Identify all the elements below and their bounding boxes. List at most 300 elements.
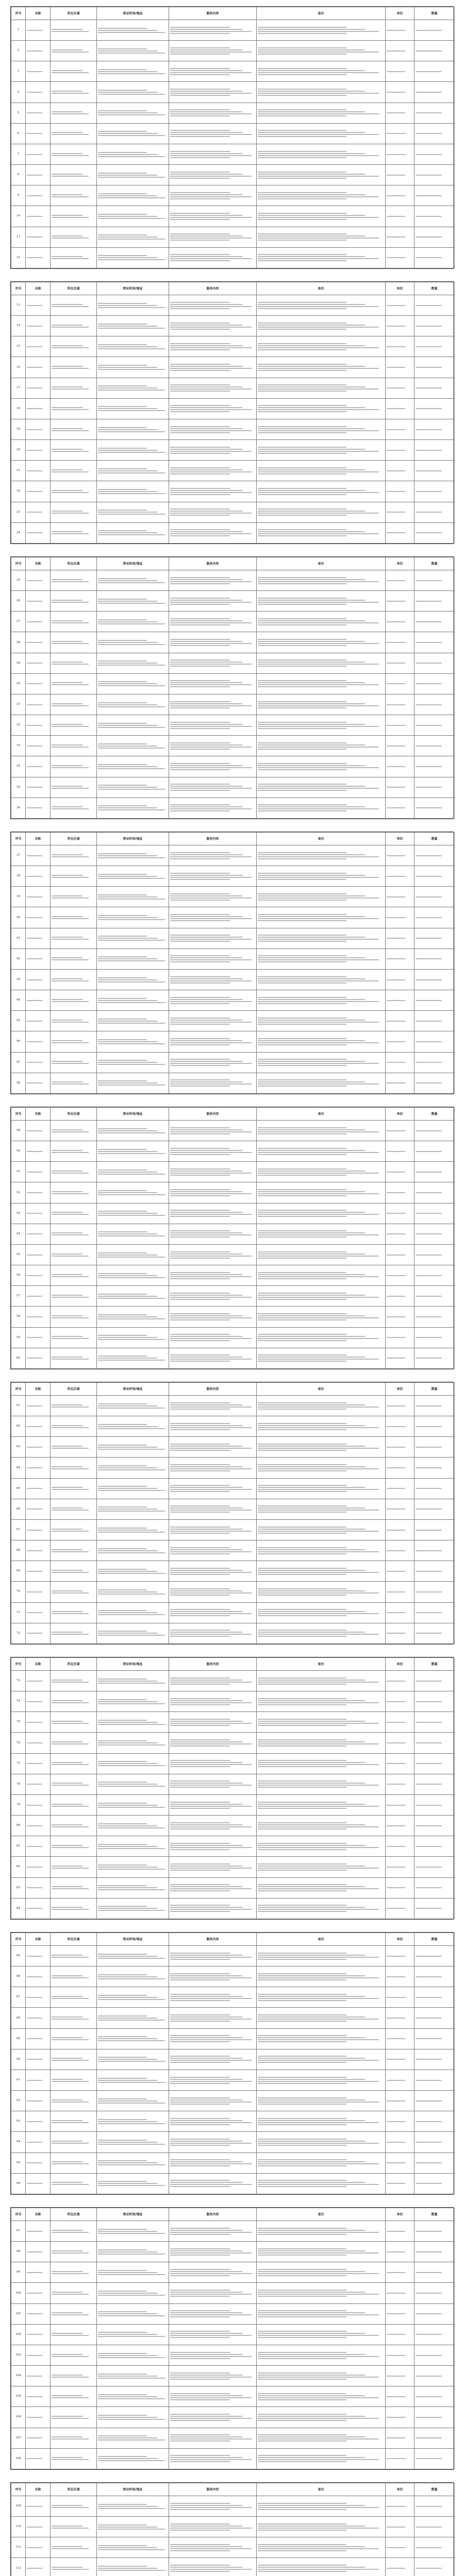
text-cell	[51, 144, 97, 164]
row-number: 30	[11, 673, 26, 694]
text-cell	[51, 1967, 97, 1987]
text-cell	[97, 1073, 169, 1093]
text-cell	[97, 103, 169, 123]
table-row	[11, 1561, 455, 1582]
text-cell	[169, 1182, 257, 1203]
text-cell	[257, 2153, 386, 2173]
text-cell	[97, 1602, 169, 1623]
text-cell	[97, 144, 169, 164]
row-number: 5	[11, 103, 26, 123]
column-header: 名称	[26, 2208, 51, 2221]
text-cell	[51, 845, 97, 866]
column-header: 数量	[415, 282, 455, 295]
text-cell	[97, 1224, 169, 1244]
text-cell	[51, 653, 97, 673]
table-row	[11, 316, 455, 336]
unit-cell	[386, 1286, 415, 1307]
column-header: 数量	[415, 1383, 455, 1396]
text-cell	[169, 1733, 257, 1753]
text-cell	[97, 2091, 169, 2111]
text-cell	[169, 2070, 257, 2090]
data-table	[11, 2208, 455, 2469]
column-header: 营业时间/地址	[97, 1658, 169, 1671]
text-cell	[26, 1348, 51, 1368]
text-cell	[169, 398, 257, 419]
table-row	[11, 227, 455, 247]
row-number: 53	[11, 1203, 26, 1224]
text-cell	[51, 2173, 97, 2194]
count-cell	[415, 440, 455, 461]
text-cell	[51, 2132, 97, 2153]
unit-cell	[386, 1244, 415, 1265]
column-header: 服务内容	[169, 1933, 257, 1946]
row-number: 21	[11, 461, 26, 481]
text-cell	[97, 1396, 169, 1416]
row-number: 99	[11, 2262, 26, 2283]
text-cell	[97, 948, 169, 969]
count-cell	[415, 1265, 455, 1286]
text-cell	[257, 990, 386, 1011]
text-cell	[51, 1416, 97, 1437]
text-cell	[26, 20, 51, 41]
row-number: 106	[11, 2407, 26, 2428]
text-cell	[169, 694, 257, 715]
row-number: 14	[11, 316, 26, 336]
text-cell	[51, 1582, 97, 1602]
row-number: 11	[11, 227, 26, 247]
column-header: 备注	[257, 282, 386, 295]
table-row	[11, 2537, 455, 2558]
text-cell	[97, 20, 169, 41]
row-number: 67	[11, 1519, 26, 1540]
unit-cell	[386, 206, 415, 227]
text-cell	[257, 798, 386, 818]
text-cell	[97, 570, 169, 591]
text-cell	[257, 2345, 386, 2365]
count-cell	[415, 2324, 455, 2345]
column-header: 单位	[386, 282, 415, 295]
text-cell	[97, 591, 169, 612]
text-cell	[169, 1540, 257, 1561]
text-cell	[97, 632, 169, 653]
table-row	[11, 1987, 455, 2008]
text-cell	[51, 1836, 97, 1857]
table-row	[11, 907, 455, 928]
count-cell	[415, 948, 455, 969]
text-cell	[26, 1774, 51, 1794]
text-cell	[51, 1898, 97, 1919]
text-cell	[26, 777, 51, 798]
row-number: 10	[11, 206, 26, 227]
row-number: 27	[11, 612, 26, 632]
text-cell	[26, 2262, 51, 2283]
text-cell	[97, 1540, 169, 1561]
text-cell	[51, 357, 97, 378]
text-cell	[169, 1348, 257, 1368]
count-cell	[415, 1774, 455, 1794]
text-cell	[169, 1052, 257, 1073]
row-number: 62	[11, 1416, 26, 1437]
text-cell	[51, 591, 97, 612]
text-cell	[97, 2324, 169, 2345]
text-cell	[51, 1499, 97, 1519]
text-cell	[257, 2221, 386, 2242]
text-cell	[51, 1816, 97, 1836]
text-cell	[97, 1265, 169, 1286]
text-cell	[257, 1816, 386, 1836]
table-row	[11, 2283, 455, 2303]
data-table	[11, 7, 455, 268]
text-cell	[169, 2537, 257, 2558]
text-cell	[257, 1836, 386, 1857]
table-row	[11, 398, 455, 419]
column-header: 序号	[11, 282, 26, 295]
column-header: 数量	[415, 7, 455, 20]
column-header: 营业时间/地址	[97, 833, 169, 845]
text-cell	[26, 1712, 51, 1733]
text-cell	[26, 1265, 51, 1286]
text-cell	[26, 378, 51, 398]
row-number: 107	[11, 2428, 26, 2448]
table-row	[11, 2558, 455, 2576]
unit-cell	[386, 1519, 415, 1540]
unit-cell	[386, 185, 415, 206]
text-cell	[97, 398, 169, 419]
unit-cell	[386, 1967, 415, 1987]
count-cell	[415, 378, 455, 398]
row-number: 111	[11, 2537, 26, 2558]
text-cell	[97, 1478, 169, 1499]
unit-cell	[386, 336, 415, 357]
text-cell	[169, 736, 257, 756]
count-cell	[415, 1162, 455, 1182]
text-cell	[257, 1519, 386, 1540]
text-cell	[51, 440, 97, 461]
data-table	[11, 1657, 455, 1919]
text-cell	[26, 461, 51, 481]
text-cell	[169, 1011, 257, 1031]
text-cell	[257, 502, 386, 522]
text-cell	[257, 866, 386, 887]
text-cell	[97, 2173, 169, 2194]
text-cell	[51, 1691, 97, 1712]
text-cell	[97, 1031, 169, 1052]
column-header: 服务内容	[169, 2208, 257, 2221]
unit-cell	[386, 1623, 415, 1643]
text-cell	[169, 1265, 257, 1286]
text-cell	[257, 736, 386, 756]
text-cell	[51, 20, 97, 41]
text-cell	[26, 1286, 51, 1307]
text-cell	[169, 522, 257, 543]
text-cell	[169, 1836, 257, 1857]
text-cell	[51, 2242, 97, 2262]
unit-cell	[386, 1753, 415, 1774]
text-cell	[97, 378, 169, 398]
column-header: 备注	[257, 2208, 386, 2221]
text-cell	[257, 20, 386, 41]
text-cell	[97, 419, 169, 439]
text-cell	[51, 1987, 97, 2008]
text-cell	[26, 1244, 51, 1265]
count-cell	[415, 2132, 455, 2153]
text-cell	[51, 378, 97, 398]
table-row	[11, 715, 455, 736]
unit-cell	[386, 845, 415, 866]
text-cell	[97, 82, 169, 103]
table-row	[11, 2008, 455, 2028]
text-cell	[26, 1794, 51, 1815]
row-number: 97	[11, 2221, 26, 2242]
table-row	[11, 1774, 455, 1794]
text-cell	[26, 673, 51, 694]
text-cell	[97, 185, 169, 206]
unit-cell	[386, 673, 415, 694]
text-cell	[257, 522, 386, 543]
text-cell	[51, 2345, 97, 2365]
text-cell	[257, 1987, 386, 2008]
count-cell	[415, 185, 455, 206]
text-cell	[51, 2366, 97, 2386]
text-cell	[26, 1203, 51, 1224]
text-cell	[169, 1816, 257, 1836]
text-cell	[169, 1224, 257, 1244]
row-number: 50	[11, 1141, 26, 1162]
text-cell	[169, 2028, 257, 2049]
text-cell	[169, 1031, 257, 1052]
count-cell	[415, 1967, 455, 1987]
column-header: 名称	[26, 557, 51, 570]
table-page	[10, 2207, 454, 2470]
table-row	[11, 2221, 455, 2242]
text-cell	[169, 61, 257, 82]
text-cell	[51, 1052, 97, 1073]
text-cell	[51, 2153, 97, 2173]
text-cell	[169, 798, 257, 818]
text-cell	[26, 1307, 51, 1327]
column-header: 名称	[26, 2483, 51, 2496]
text-cell	[97, 1946, 169, 1967]
table-row	[11, 20, 455, 41]
table-row	[11, 2173, 455, 2194]
text-cell	[26, 1836, 51, 1857]
text-cell	[257, 1437, 386, 1458]
table-row	[11, 1265, 455, 1286]
text-cell	[26, 1327, 51, 1348]
text-cell	[51, 1224, 97, 1244]
text-cell	[257, 1327, 386, 1348]
text-cell	[169, 1712, 257, 1733]
text-cell	[26, 570, 51, 591]
text-cell	[26, 969, 51, 990]
text-cell	[257, 336, 386, 357]
text-cell	[26, 82, 51, 103]
count-cell	[415, 1857, 455, 1877]
text-cell	[97, 1499, 169, 1519]
text-cell	[257, 398, 386, 419]
text-cell	[257, 2283, 386, 2303]
count-cell	[415, 777, 455, 798]
unit-cell	[386, 2386, 415, 2407]
row-number: 74	[11, 1691, 26, 1712]
row-number: 36	[11, 798, 26, 818]
text-cell	[51, 41, 97, 61]
table-page	[10, 6, 454, 269]
text-cell	[26, 2221, 51, 2242]
text-cell	[169, 1396, 257, 1416]
text-cell	[51, 1286, 97, 1307]
text-cell	[257, 1162, 386, 1182]
column-header: 名称	[26, 1108, 51, 1121]
text-cell	[169, 1794, 257, 1815]
text-cell	[97, 1623, 169, 1643]
text-cell	[97, 336, 169, 357]
table-row	[11, 570, 455, 591]
table-row	[11, 1458, 455, 1478]
text-cell	[169, 461, 257, 481]
unit-cell	[386, 2028, 415, 2049]
table-row	[11, 1396, 455, 1416]
count-cell	[415, 144, 455, 164]
text-cell	[97, 295, 169, 316]
text-cell	[97, 1987, 169, 2008]
text-cell	[26, 247, 51, 268]
unit-cell	[386, 61, 415, 82]
text-cell	[26, 1478, 51, 1499]
unit-cell	[386, 2537, 415, 2558]
text-cell	[26, 2537, 51, 2558]
count-cell	[415, 2345, 455, 2365]
column-header: 序号	[11, 833, 26, 845]
text-cell	[26, 2386, 51, 2407]
text-cell	[26, 357, 51, 378]
row-number: 46	[11, 1031, 26, 1052]
text-cell	[257, 2428, 386, 2448]
column-header: 备注	[257, 2483, 386, 2496]
text-cell	[51, 2262, 97, 2283]
text-cell	[51, 2303, 97, 2324]
column-header: 序号	[11, 1108, 26, 1121]
column-header: 单位	[386, 557, 415, 570]
text-cell	[26, 398, 51, 419]
text-cell	[97, 1877, 169, 1898]
column-header: 营业时间/地址	[97, 2208, 169, 2221]
unit-cell	[386, 948, 415, 969]
row-number: 98	[11, 2242, 26, 2262]
text-cell	[51, 673, 97, 694]
text-cell	[169, 2303, 257, 2324]
text-cell	[97, 2496, 169, 2517]
column-header: 序号	[11, 7, 26, 20]
unit-cell	[386, 1774, 415, 1794]
text-cell	[257, 2242, 386, 2262]
text-cell	[26, 715, 51, 736]
text-cell	[97, 1141, 169, 1162]
text-cell	[257, 2517, 386, 2537]
text-cell	[51, 1265, 97, 1286]
row-number: 68	[11, 1540, 26, 1561]
unit-cell	[386, 907, 415, 928]
count-cell	[415, 103, 455, 123]
text-cell	[51, 2517, 97, 2537]
row-number: 58	[11, 1307, 26, 1327]
table-row	[11, 1141, 455, 1162]
row-number: 25	[11, 570, 26, 591]
text-cell	[257, 756, 386, 777]
row-number: 88	[11, 2008, 26, 2028]
column-header: 备注	[257, 557, 386, 570]
text-cell	[257, 295, 386, 316]
table-row	[11, 1836, 455, 1857]
row-number: 100	[11, 2283, 26, 2303]
text-cell	[26, 1540, 51, 1561]
table-row	[11, 694, 455, 715]
text-cell	[51, 2386, 97, 2407]
table-row	[11, 928, 455, 948]
unit-cell	[386, 2558, 415, 2576]
text-cell	[169, 419, 257, 439]
table-page	[10, 1657, 454, 1920]
unit-cell	[386, 1733, 415, 1753]
table-row	[11, 1162, 455, 1182]
text-cell	[257, 673, 386, 694]
unit-cell	[386, 632, 415, 653]
row-number: 87	[11, 1987, 26, 2008]
unit-cell	[386, 2407, 415, 2428]
text-cell	[169, 2262, 257, 2283]
table-row	[11, 798, 455, 818]
unit-cell	[386, 1416, 415, 1437]
text-cell	[51, 2428, 97, 2448]
text-cell	[26, 2008, 51, 2028]
text-cell	[26, 798, 51, 818]
table-row	[11, 887, 455, 907]
text-cell	[169, 2496, 257, 2517]
text-cell	[169, 1987, 257, 2008]
text-cell	[97, 2111, 169, 2132]
row-number: 69	[11, 1561, 26, 1582]
unit-cell	[386, 165, 415, 185]
row-number: 63	[11, 1437, 26, 1458]
column-header: 序号	[11, 1383, 26, 1396]
text-cell	[257, 1946, 386, 1967]
text-cell	[97, 1816, 169, 1836]
text-cell	[257, 2028, 386, 2049]
table-row	[11, 1348, 455, 1368]
unit-cell	[386, 1946, 415, 1967]
table-page	[10, 1107, 454, 1369]
text-cell	[97, 2517, 169, 2537]
text-cell	[97, 1794, 169, 1815]
text-cell	[26, 887, 51, 907]
count-cell	[415, 82, 455, 103]
count-cell	[415, 61, 455, 82]
row-number: 81	[11, 1836, 26, 1857]
text-cell	[257, 2558, 386, 2576]
row-number: 78	[11, 1774, 26, 1794]
unit-cell	[386, 1987, 415, 2008]
table-row	[11, 123, 455, 144]
text-cell	[97, 2345, 169, 2365]
unit-cell	[386, 1540, 415, 1561]
text-cell	[257, 694, 386, 715]
text-cell	[26, 1437, 51, 1458]
unit-cell	[386, 2132, 415, 2153]
row-number: 72	[11, 1623, 26, 1643]
column-header: 营业时间/地址	[97, 557, 169, 570]
text-cell	[26, 2070, 51, 2090]
text-cell	[26, 206, 51, 227]
